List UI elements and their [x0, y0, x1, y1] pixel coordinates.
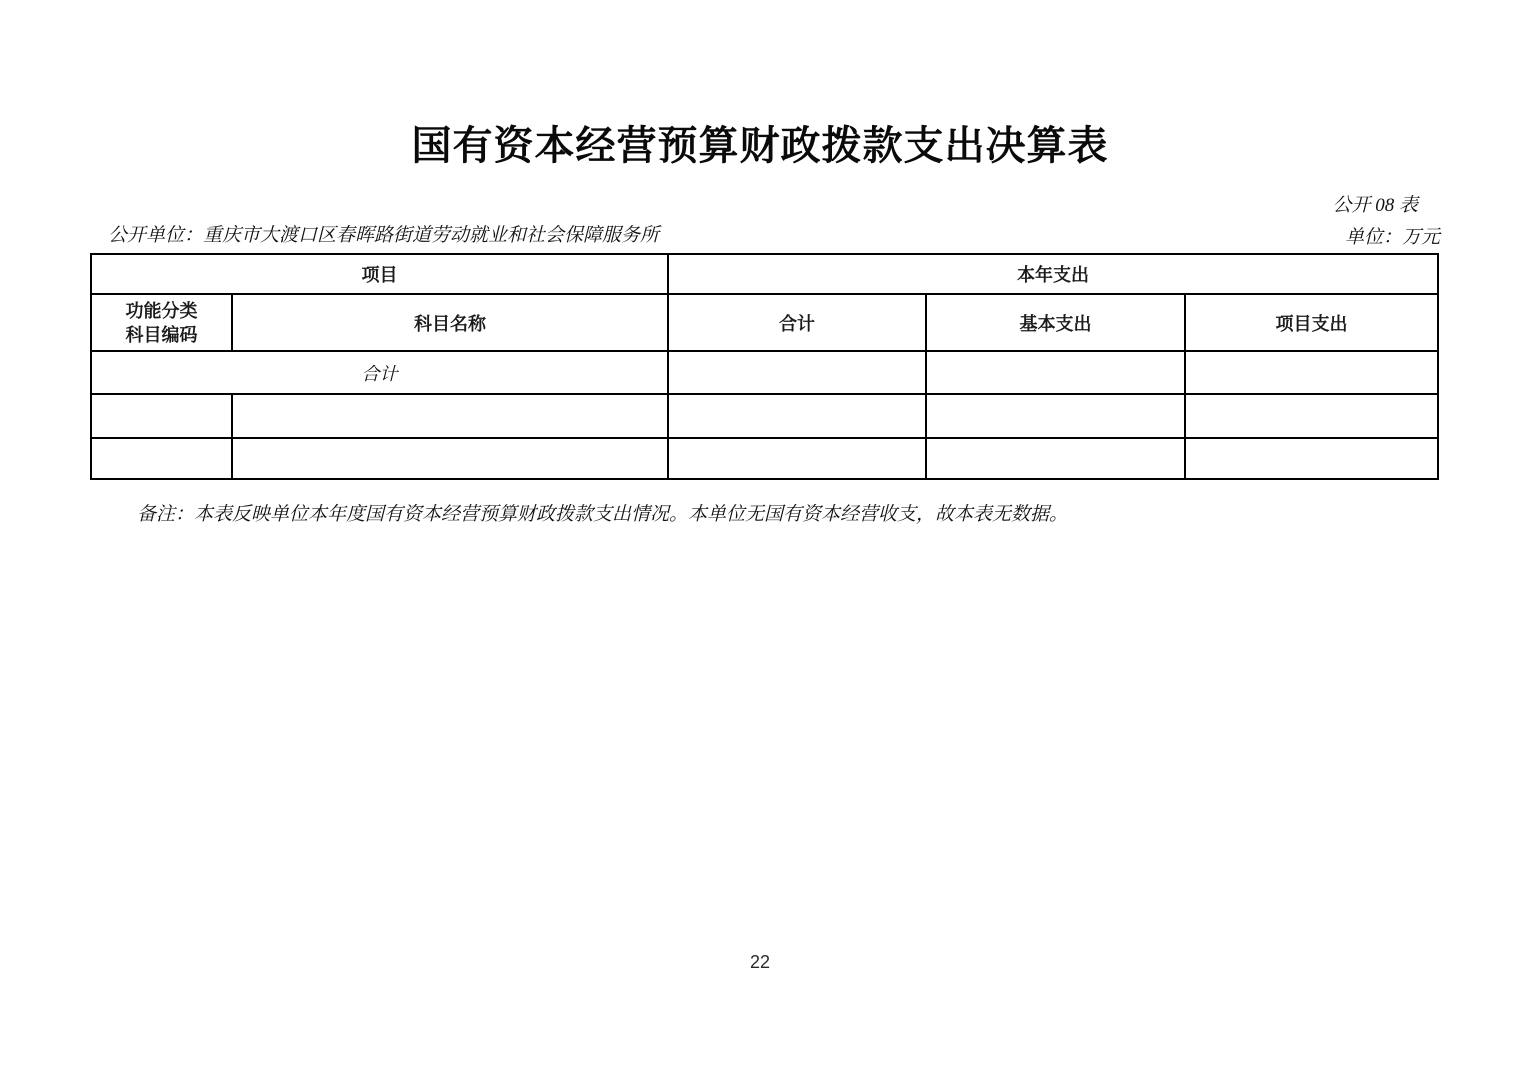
total-row-label: 合计 [91, 351, 668, 394]
project-cell [1185, 394, 1438, 438]
footnote: 备注：本表反映单位本年度国有资本经营预算财政拨款支出情况。本单位无国有资本经营收支，故本表无数据。 [137, 504, 1069, 525]
total-row-project-cell [1185, 351, 1438, 394]
header-function-code [91, 294, 232, 351]
header-project-expense: 项目支出 [1185, 294, 1438, 351]
basic-cell [926, 394, 1185, 438]
code-cell [91, 438, 232, 479]
budget-table [90, 253, 1439, 480]
header-columns-row [91, 294, 1438, 351]
publishing-unit-label: 公开单位：重庆市大渡口区春晖路街道劳动就业和社会保障服务所 [108, 225, 660, 246]
table-row [91, 394, 1438, 438]
header-year-expense-group: 本年支出 [668, 254, 1438, 294]
basic-cell [926, 438, 1185, 479]
header-project-group: 项目 [91, 254, 668, 294]
total-cell [668, 438, 926, 479]
subject-cell [232, 438, 668, 479]
header-group-row [91, 254, 1438, 294]
total-row [91, 351, 1438, 394]
header-total: 合计 [668, 294, 926, 351]
table-code-label: 公开 08 表 [1332, 195, 1418, 216]
project-cell [1185, 438, 1438, 479]
total-cell [668, 394, 926, 438]
header-basic-expense: 基本支出 [926, 294, 1185, 351]
total-row-total-cell [668, 351, 926, 394]
table-row [91, 438, 1438, 479]
code-cell [91, 394, 232, 438]
page-number: 22 [749, 952, 771, 972]
header-subject-name: 科目名称 [232, 294, 668, 351]
subject-cell [232, 394, 668, 438]
total-row-basic-cell [926, 351, 1185, 394]
currency-unit-label: 单位：万元 [1344, 227, 1440, 248]
header-function-code-line1: 功能分类 [125, 300, 198, 321]
header-function-code-line2: 科目编码 [125, 324, 198, 345]
page-title: 国有资本经营预算财政拨款支出决算表 [411, 124, 1109, 168]
